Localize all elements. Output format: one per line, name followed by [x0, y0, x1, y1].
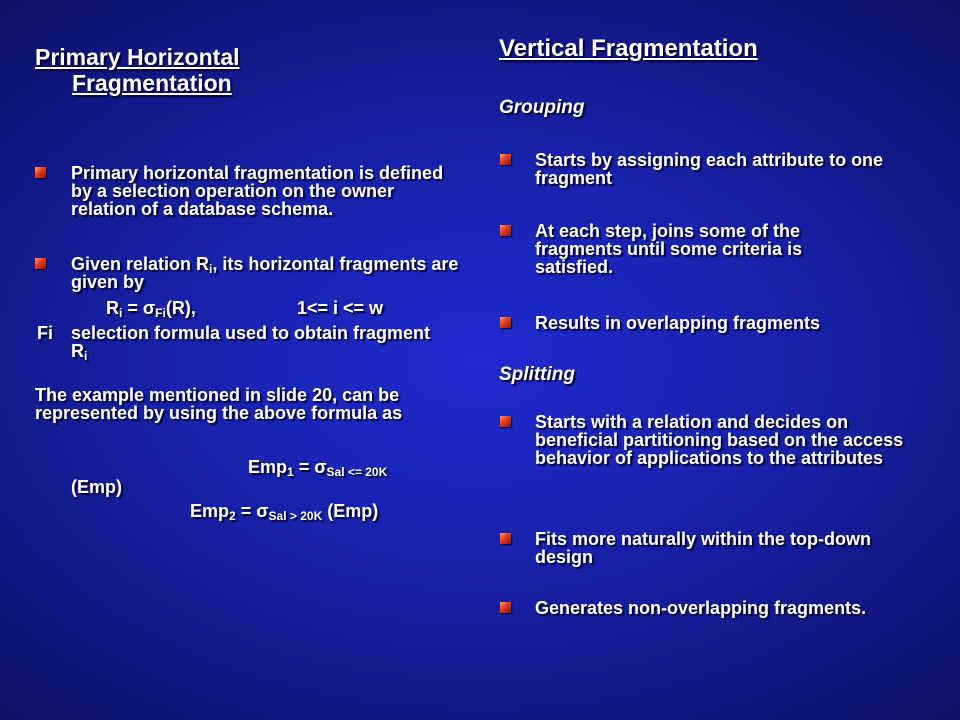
- emp2-arg: (Emp): [322, 501, 379, 521]
- grouping-bullet-2: At each step, joins some of the fragments until some criteria is satisfied.: [535, 221, 803, 277]
- splitting-label: Splitting: [499, 364, 575, 385]
- formula-sigma-sub: Fi: [155, 306, 166, 320]
- bullet-square-icon: [500, 416, 511, 427]
- bullet2-suffix: , its horizontal fragments are given by: [71, 254, 459, 292]
- bullet2-prefix: Given relation R: [71, 254, 210, 274]
- formula-range: 1<= i <= w: [297, 298, 384, 318]
- emp1-formula: [248, 457, 388, 479]
- left-heading: [35, 44, 335, 96]
- left-bullet-2: [71, 255, 461, 291]
- bullet-square-icon: [500, 154, 511, 165]
- formula-lhs: R: [106, 298, 119, 318]
- emp1-eq: = σ: [293, 457, 327, 477]
- emp2-name: Emp: [190, 501, 230, 521]
- bullet-square-icon: [35, 167, 46, 178]
- right-heading: Vertical Fragmentation: [499, 35, 758, 62]
- grouping-bullet-1: Starts by assigning each attribute to one fragment: [535, 150, 884, 188]
- formula-lhs-sub: i: [119, 306, 123, 320]
- left-heading-line2: Fragmentation: [72, 70, 232, 96]
- splitting-bullet-3: Generates non-overlapping fragments.: [535, 598, 867, 618]
- grouping-label: Grouping: [499, 97, 585, 118]
- left-heading-line1: Primary Horizontal: [35, 44, 240, 70]
- formula-ri: [106, 298, 196, 320]
- emp1-cond: Sal <= 20K: [326, 465, 388, 479]
- fi-description: [71, 323, 466, 363]
- splitting-bullet-1: Starts with a relation and decides on beneficial partitioning based on the access behavior of applications to the attributes: [535, 412, 904, 468]
- emp2-formula: [190, 501, 379, 523]
- fi-text-sub: i: [84, 349, 88, 363]
- left-bullet-1: Primary horizontal fragmentation is defined by a selection operation on the owner relation of a database schema.: [71, 163, 444, 219]
- bullet-square-icon: [500, 602, 511, 613]
- fi-text-main: selection formula used to obtain fragment: [71, 323, 431, 343]
- splitting-bullet-2: Fits more naturally within the top-down design: [535, 529, 871, 567]
- bullet2-sub: i: [209, 262, 213, 276]
- bullet-square-icon: [500, 533, 511, 544]
- fi-label: Fi: [37, 323, 53, 343]
- emp2-eq: = σ: [235, 501, 269, 521]
- bullet-square-icon: [500, 317, 511, 328]
- formula-eq: = σ: [122, 298, 156, 318]
- emp1-sub: 1: [287, 465, 294, 479]
- grouping-bullet-3: Results in overlapping fragments: [535, 313, 821, 333]
- formula-rest: (R),: [165, 298, 196, 318]
- fi-text-r: R: [71, 341, 84, 361]
- emp2-sub: 2: [229, 509, 236, 523]
- emp2-cond: Sal > 20K: [268, 509, 323, 523]
- emp1-name: Emp: [248, 457, 288, 477]
- example-text-content: The example mentioned in slide 20, can be represented by using the above formula as: [35, 385, 403, 423]
- example-text: [35, 386, 455, 422]
- bullet-square-icon: [35, 258, 46, 269]
- emp1-arg: (Emp): [71, 477, 122, 497]
- bullet-square-icon: [500, 225, 511, 236]
